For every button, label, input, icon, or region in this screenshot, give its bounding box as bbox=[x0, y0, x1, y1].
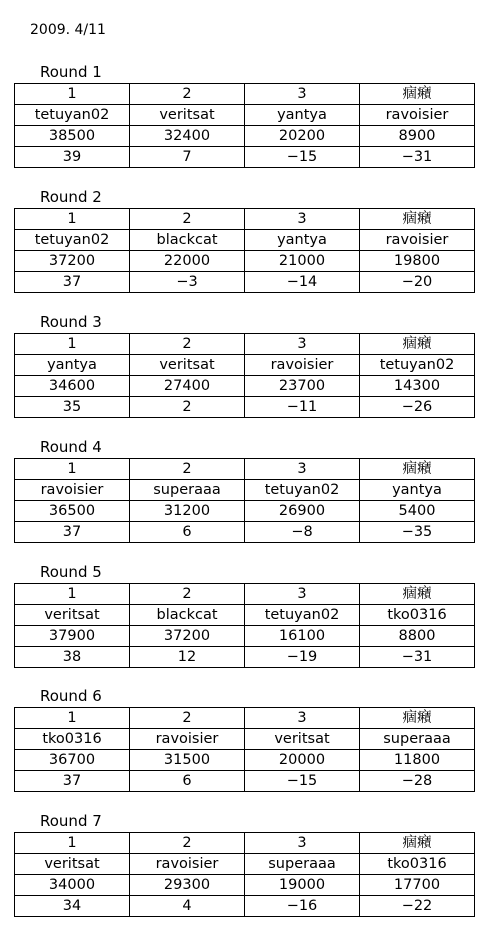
table-cell: ravoisier bbox=[360, 105, 475, 126]
table-cell: −8 bbox=[245, 522, 360, 543]
table-cell: veritsat bbox=[15, 605, 130, 626]
table-cell: 37 bbox=[15, 522, 130, 543]
round-block bbox=[14, 62, 475, 168]
table-cell: 1 bbox=[15, 584, 130, 605]
table-cell: 21000 bbox=[245, 251, 360, 272]
table-cell: 痼癪 bbox=[360, 334, 475, 355]
table-cell: 36500 bbox=[15, 501, 130, 522]
table-cell: tko0316 bbox=[360, 605, 475, 626]
points-row bbox=[15, 126, 475, 147]
table-cell: 3 bbox=[245, 584, 360, 605]
round-title: Round 2 bbox=[40, 188, 102, 206]
table-cell: 7 bbox=[130, 147, 245, 168]
table-cell: 6 bbox=[130, 771, 245, 792]
player-row bbox=[15, 854, 475, 875]
table-cell: 12 bbox=[130, 647, 245, 668]
table-cell: 38500 bbox=[15, 126, 130, 147]
player-row bbox=[15, 105, 475, 126]
round-title: Round 4 bbox=[40, 438, 102, 456]
table-cell: veritsat bbox=[130, 355, 245, 376]
table-cell: tetuyan02 bbox=[245, 605, 360, 626]
table-cell: 22000 bbox=[130, 251, 245, 272]
table-cell: superaaa bbox=[130, 480, 245, 501]
round-block bbox=[14, 686, 475, 792]
table-cell: 37200 bbox=[15, 251, 130, 272]
table-cell: −28 bbox=[360, 771, 475, 792]
table-cell: 2 bbox=[130, 84, 245, 105]
table-cell: ravoisier bbox=[15, 480, 130, 501]
table-cell: tetuyan02 bbox=[360, 355, 475, 376]
table-cell: superaaa bbox=[245, 854, 360, 875]
round-block bbox=[14, 312, 475, 418]
table-cell: 1 bbox=[15, 833, 130, 854]
table-cell: 34 bbox=[15, 896, 130, 917]
table-cell: blackcat bbox=[130, 230, 245, 251]
table-cell: 20200 bbox=[245, 126, 360, 147]
round-table bbox=[14, 832, 475, 917]
table-cell: −20 bbox=[360, 272, 475, 293]
table-cell: 3 bbox=[245, 209, 360, 230]
table-cell: 37 bbox=[15, 272, 130, 293]
table-cell: 29300 bbox=[130, 875, 245, 896]
table-cell: 痼癪 bbox=[360, 459, 475, 480]
player-row bbox=[15, 480, 475, 501]
table-cell: 痼癪 bbox=[360, 209, 475, 230]
table-cell: 2 bbox=[130, 397, 245, 418]
player-row bbox=[15, 605, 475, 626]
table-cell: 3 bbox=[245, 459, 360, 480]
table-cell: 39 bbox=[15, 147, 130, 168]
points-row bbox=[15, 376, 475, 397]
round-title: Round 3 bbox=[40, 313, 102, 331]
table-cell: −11 bbox=[245, 397, 360, 418]
table-cell: 4 bbox=[130, 896, 245, 917]
player-row bbox=[15, 355, 475, 376]
points-row bbox=[15, 875, 475, 896]
score-row bbox=[15, 896, 475, 917]
table-cell: −31 bbox=[360, 147, 475, 168]
table-cell: −15 bbox=[245, 771, 360, 792]
table-cell: 痼癪 bbox=[360, 584, 475, 605]
score-row bbox=[15, 771, 475, 792]
table-cell: yantya bbox=[15, 355, 130, 376]
table-cell: yantya bbox=[360, 480, 475, 501]
table-cell: 37200 bbox=[130, 626, 245, 647]
table-cell: 1 bbox=[15, 334, 130, 355]
table-cell: 26900 bbox=[245, 501, 360, 522]
table-cell: 痼癪 bbox=[360, 708, 475, 729]
table-cell: 2 bbox=[130, 584, 245, 605]
score-row bbox=[15, 522, 475, 543]
table-cell: tko0316 bbox=[360, 854, 475, 875]
table-cell: −19 bbox=[245, 647, 360, 668]
points-row bbox=[15, 501, 475, 522]
table-cell: 31500 bbox=[130, 750, 245, 771]
table-cell: 34600 bbox=[15, 376, 130, 397]
table-cell: 11800 bbox=[360, 750, 475, 771]
rank-header-row bbox=[15, 708, 475, 729]
round-block bbox=[14, 187, 475, 293]
round-title: Round 6 bbox=[40, 687, 102, 705]
table-cell: 20000 bbox=[245, 750, 360, 771]
table-cell: −22 bbox=[360, 896, 475, 917]
table-cell: 痼癪 bbox=[360, 84, 475, 105]
table-cell: 2 bbox=[130, 708, 245, 729]
points-row bbox=[15, 251, 475, 272]
table-cell: 35 bbox=[15, 397, 130, 418]
table-cell: 34000 bbox=[15, 875, 130, 896]
round-table bbox=[14, 458, 475, 543]
table-cell: 2 bbox=[130, 833, 245, 854]
rank-header-row bbox=[15, 584, 475, 605]
round-title: Round 1 bbox=[40, 63, 102, 81]
round-block bbox=[14, 562, 475, 668]
round-table bbox=[14, 83, 475, 168]
table-cell: 5400 bbox=[360, 501, 475, 522]
score-row bbox=[15, 647, 475, 668]
table-cell: −26 bbox=[360, 397, 475, 418]
table-cell: 14300 bbox=[360, 376, 475, 397]
player-row bbox=[15, 729, 475, 750]
table-cell: −3 bbox=[130, 272, 245, 293]
round-block bbox=[14, 437, 475, 543]
table-cell: tetuyan02 bbox=[15, 230, 130, 251]
score-row bbox=[15, 147, 475, 168]
table-cell: ravoisier bbox=[360, 230, 475, 251]
rank-header-row bbox=[15, 334, 475, 355]
table-cell: superaaa bbox=[360, 729, 475, 750]
table-cell: 2 bbox=[130, 459, 245, 480]
table-cell: 31200 bbox=[130, 501, 245, 522]
table-cell: 3 bbox=[245, 833, 360, 854]
table-cell: 38 bbox=[15, 647, 130, 668]
table-cell: 1 bbox=[15, 708, 130, 729]
table-cell: 32400 bbox=[130, 126, 245, 147]
table-cell: yantya bbox=[245, 230, 360, 251]
date-label: 2009. 4/11 bbox=[30, 22, 106, 38]
player-row bbox=[15, 230, 475, 251]
table-cell: blackcat bbox=[130, 605, 245, 626]
table-cell: 23700 bbox=[245, 376, 360, 397]
table-cell: 3 bbox=[245, 708, 360, 729]
round-table bbox=[14, 208, 475, 293]
table-cell: 8800 bbox=[360, 626, 475, 647]
table-cell: −16 bbox=[245, 896, 360, 917]
table-cell: −15 bbox=[245, 147, 360, 168]
score-row bbox=[15, 397, 475, 418]
table-cell: ravoisier bbox=[130, 729, 245, 750]
table-cell: tetuyan02 bbox=[15, 105, 130, 126]
table-cell: 1 bbox=[15, 209, 130, 230]
rank-header-row bbox=[15, 833, 475, 854]
table-cell: tko0316 bbox=[15, 729, 130, 750]
round-block bbox=[14, 811, 475, 917]
table-cell: 19000 bbox=[245, 875, 360, 896]
table-cell: 19800 bbox=[360, 251, 475, 272]
table-cell: −14 bbox=[245, 272, 360, 293]
table-cell: 痼癪 bbox=[360, 833, 475, 854]
table-cell: 6 bbox=[130, 522, 245, 543]
rank-header-row bbox=[15, 84, 475, 105]
table-cell: 8900 bbox=[360, 126, 475, 147]
table-cell: veritsat bbox=[15, 854, 130, 875]
points-row bbox=[15, 750, 475, 771]
table-cell: 16100 bbox=[245, 626, 360, 647]
table-cell: veritsat bbox=[130, 105, 245, 126]
points-row bbox=[15, 626, 475, 647]
table-cell: 1 bbox=[15, 459, 130, 480]
table-cell: 37 bbox=[15, 771, 130, 792]
score-row bbox=[15, 272, 475, 293]
table-cell: 37900 bbox=[15, 626, 130, 647]
round-title: Round 5 bbox=[40, 563, 102, 581]
table-cell: veritsat bbox=[245, 729, 360, 750]
table-cell: tetuyan02 bbox=[245, 480, 360, 501]
round-table bbox=[14, 583, 475, 668]
round-table bbox=[14, 707, 475, 792]
table-cell: 27400 bbox=[130, 376, 245, 397]
table-cell: 17700 bbox=[360, 875, 475, 896]
rank-header-row bbox=[15, 459, 475, 480]
table-cell: −31 bbox=[360, 647, 475, 668]
table-cell: yantya bbox=[245, 105, 360, 126]
table-cell: 2 bbox=[130, 334, 245, 355]
table-cell: 3 bbox=[245, 84, 360, 105]
round-table bbox=[14, 333, 475, 418]
rank-header-row bbox=[15, 209, 475, 230]
table-cell: ravoisier bbox=[130, 854, 245, 875]
table-cell: 1 bbox=[15, 84, 130, 105]
round-title: Round 7 bbox=[40, 812, 102, 830]
table-cell: ravoisier bbox=[245, 355, 360, 376]
table-cell: −35 bbox=[360, 522, 475, 543]
table-cell: 36700 bbox=[15, 750, 130, 771]
table-cell: 2 bbox=[130, 209, 245, 230]
table-cell: 3 bbox=[245, 334, 360, 355]
